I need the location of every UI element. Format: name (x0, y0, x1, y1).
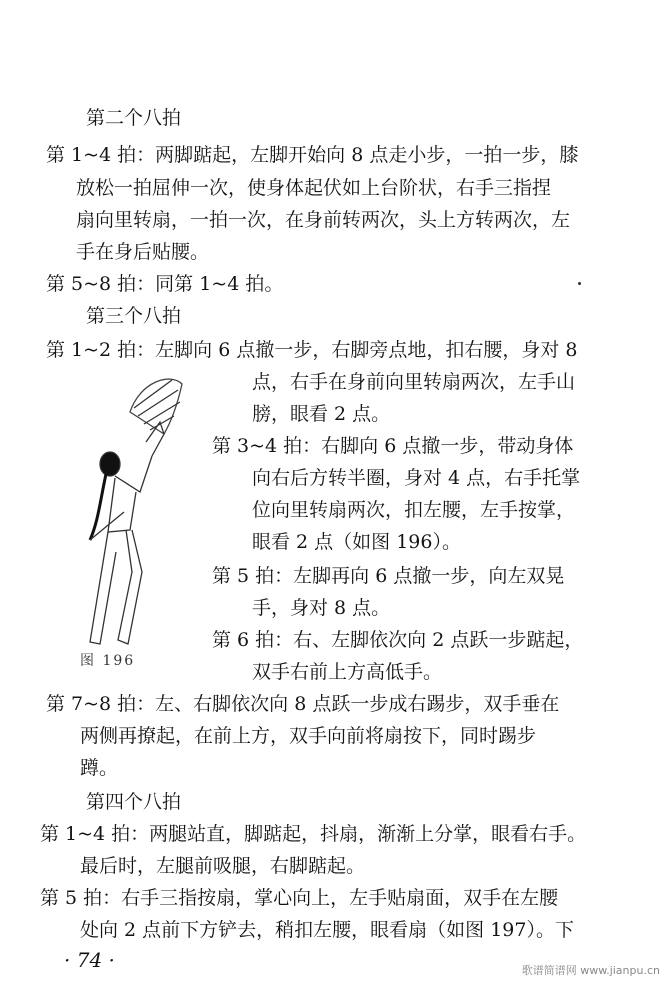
section-heading-2: 第二个八拍 (86, 107, 182, 129)
text-line: 第 3~4 拍：右脚向 6 点撤一步，带动身体 (212, 435, 574, 457)
dancer-with-fan-illustration (60, 372, 210, 677)
text-line: 第 6 拍：右、左脚依次向 2 点跃一步踮起， (212, 629, 584, 651)
text-line: 第 5 拍：左脚再向 6 点撤一步，向左双晃 (212, 565, 565, 587)
text-line: 手在身后贴腰。 (76, 241, 210, 263)
text-line: 点，右手在身前向里转扇两次，左手山 (252, 371, 576, 393)
section-heading-3: 第三个八拍 (86, 305, 182, 327)
text-line: 最后时，左腿前吸腿，右脚踮起。 (80, 855, 366, 877)
text-line: 放松一拍屈伸一次，使身体起伏如上台阶状，右手三指捏 (76, 177, 552, 199)
text-line: 两侧再撩起，在前上方，双手向前将扇按下，同时踢步 (80, 725, 537, 747)
text-line: 双手右前上方高低手。 (252, 661, 443, 683)
text-line: 第 5~8 拍：同第 1~4 拍。 (46, 273, 284, 295)
text-line: 眼看 2 点（如图 196）。 (252, 531, 461, 553)
text-line: 向右后方转半圈，身对 4 点，右手托掌 (252, 467, 581, 489)
text-line: 膀，眼看 2 点。 (252, 403, 391, 425)
text-line: 蹲。 (80, 757, 119, 779)
text-line: 第 5 拍：右手三指按扇，掌心向上，左手贴扇面，双手在左腰 (40, 887, 559, 909)
text-line: 位向里转扇两次，扣左腰，左手按掌， (252, 499, 576, 521)
stray-dot (578, 282, 581, 285)
text-line: 处向 2 点前下方铲去，稍扣左腰，眼看扇（如图 197）。下 (80, 919, 574, 941)
page-number: · 74 · (64, 948, 115, 972)
text-line: 第 1~4 拍：两腿站直，脚踮起，抖扇，渐渐上分掌，眼看右手。 (40, 823, 587, 845)
figure-caption: 图 196 (80, 653, 136, 669)
text-line: 第 1~4 拍：两脚踮起，左脚开始向 8 点走小步，一拍一步，膝 (46, 144, 579, 166)
text-line: 手，身对 8 点。 (252, 597, 391, 619)
dancer-icon (60, 372, 210, 652)
text-line: 第 1~2 拍：左脚向 6 点撤一步，右脚旁点地，扣右腰，身对 8 (46, 339, 578, 361)
section-heading-4: 第四个八拍 (86, 791, 182, 813)
watermark: 歌谱简谱网 www.jianpu.cn (521, 964, 660, 977)
text-line: 扇向里转扇，一拍一次，在身前转两次，头上方转两次，左 (76, 209, 571, 231)
text-line: 第 7~8 拍：左、右脚依次向 8 点跃一步成右踢步，双手垂在 (46, 693, 560, 715)
